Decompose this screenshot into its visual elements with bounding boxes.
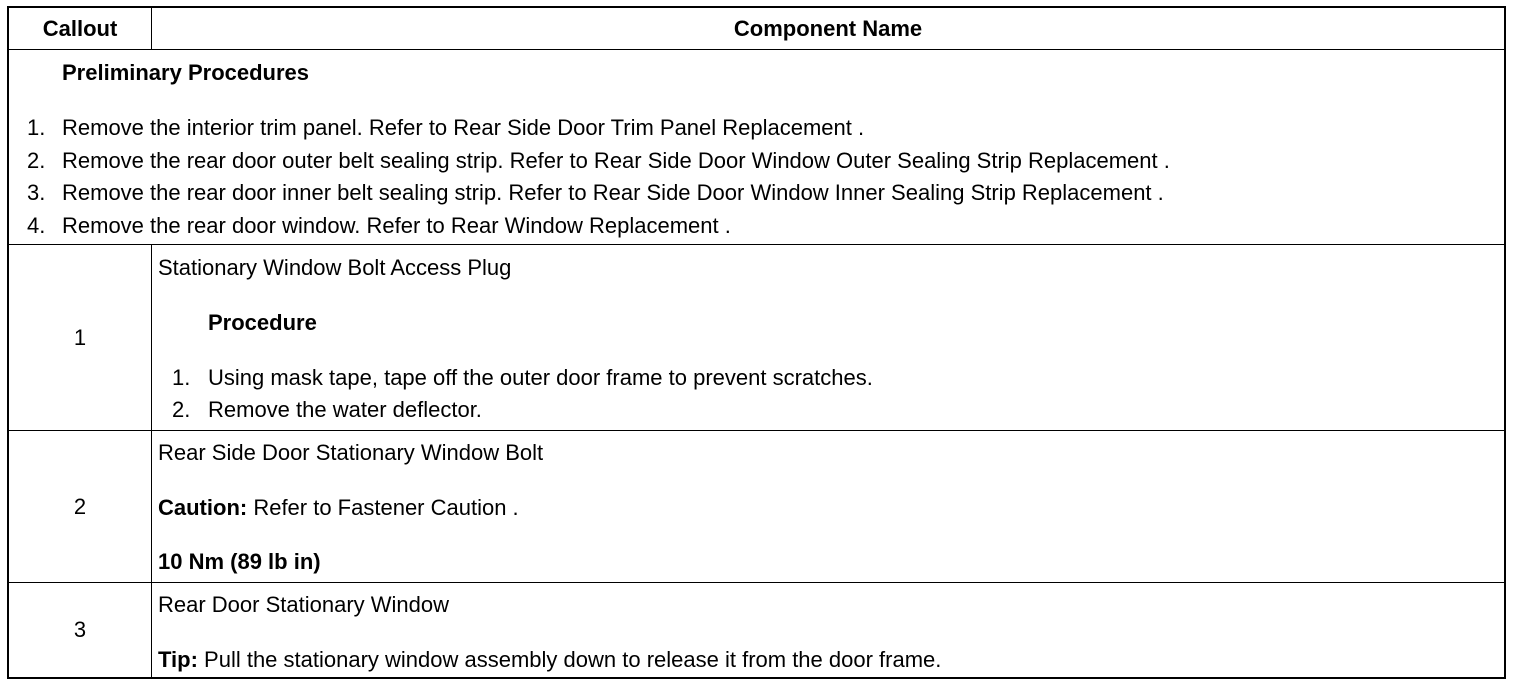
callout-number: 3 [9,583,152,677]
preliminary-procedures-row [9,50,1504,245]
prelim-step-4-text: Remove the rear door window. Refer to Rear Window Replacement . [62,213,731,238]
prelim-step-2-text: Remove the rear door outer belt sealing strip. Refer to Rear Side Door Window Outer Sealing Strip Replacement . [62,148,1170,173]
procedure-step-2-num: 2. [172,397,191,422]
prelim-step-1-text: Remove the interior trim panel. Refer to Rear Side Door Trim Panel Replacement . [62,115,865,140]
table-row [9,431,1504,583]
component-cell [152,245,1504,430]
procedure-heading: Procedure [208,310,317,335]
component-cell [152,583,1504,677]
component-cell [152,431,1504,582]
caution-line [158,495,519,521]
torque-spec: 10 Nm (89 lb in) [158,549,321,574]
component-name: Stationary Window Bolt Access Plug [158,255,512,280]
prelim-step-3-text: Remove the rear door inner belt sealing strip. Refer to Rear Side Door Window Inner Sealing Strip Replacement . [62,180,1164,205]
caution-label: Caution: [158,495,248,520]
table-row [9,583,1504,677]
table-row [9,245,1504,431]
tip-text: Pull the stationary window assembly down to release it from the door frame. [197,647,942,672]
tip-line [158,647,941,673]
component-name: Rear Door Stationary Window [158,592,450,617]
callout-number: 2 [9,431,152,582]
procedure-step-1-text: Using mask tape, tape off the outer door frame to prevent scratches. [208,365,873,390]
procedure-step-1-num: 1. [172,365,191,390]
header-callout: Callout [9,8,152,49]
preliminary-heading: Preliminary Procedures [62,60,310,85]
component-name: Rear Side Door Stationary Window Bolt [158,440,544,465]
header-component-name: Component Name [733,15,923,41]
prelim-step-3-num: 3. [27,180,46,205]
prelim-step-2-num: 2. [27,148,46,173]
prelim-step-4-num: 4. [27,213,46,238]
prelim-step-1-num: 1. [27,115,46,140]
tip-label: Tip: [158,647,198,672]
callout-number: 1 [9,245,152,430]
table-header-row [9,8,1504,50]
callout-table [7,6,1506,679]
caution-text: Refer to Fastener Caution . [247,495,519,520]
procedure-step-2-text: Remove the water deflector. [208,397,482,422]
